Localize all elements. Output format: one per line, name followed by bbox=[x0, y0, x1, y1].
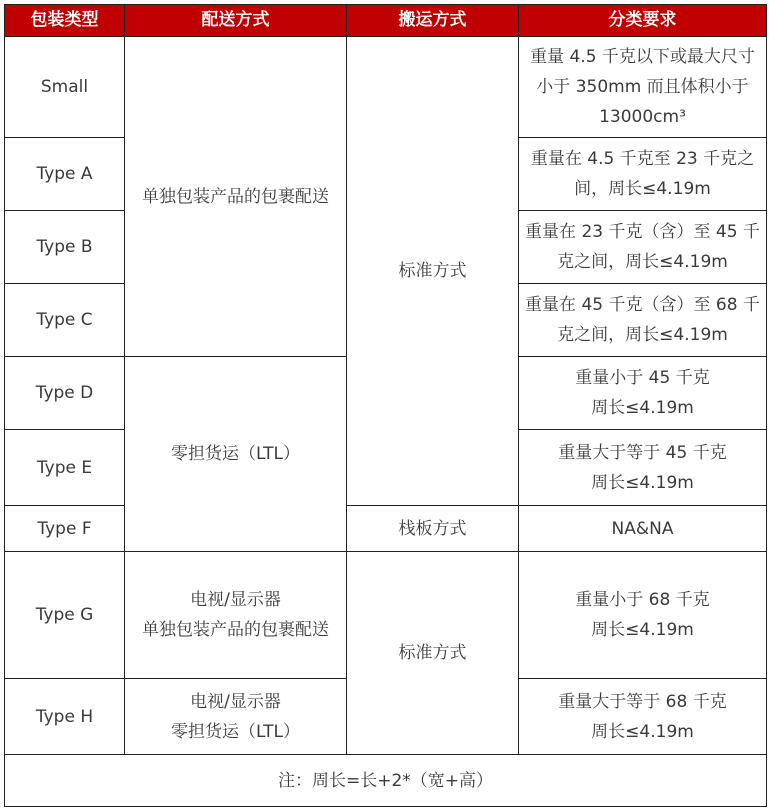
requirement-line: 周长≤4.19m bbox=[591, 472, 694, 493]
requirement-line: 重量小于 68 千克 bbox=[575, 590, 710, 610]
delivery-cell-tv-parcel bbox=[125, 552, 347, 679]
table-row bbox=[5, 506, 767, 552]
requirement-cell bbox=[519, 679, 767, 755]
requirement-cell bbox=[519, 552, 767, 679]
requirement-cell bbox=[519, 357, 767, 430]
handling-cell-pallet: 栈板方式 bbox=[347, 506, 519, 552]
type-cell: Type B bbox=[5, 211, 125, 284]
delivery-line: 电视/显示器 bbox=[190, 691, 281, 712]
type-cell: Type G bbox=[5, 552, 125, 679]
package-type-table bbox=[4, 4, 767, 807]
delivery-line: 电视/显示器 bbox=[190, 590, 281, 610]
header-package-type: 包装类型 bbox=[5, 5, 125, 37]
requirement-cell: 重量在 23 千克（含）至 45 千克之间，周长≤4.19m bbox=[519, 211, 767, 284]
header-classification: 分类要求 bbox=[519, 5, 767, 37]
type-cell: Type E bbox=[5, 430, 125, 506]
handling-cell-standard: 标准方式 bbox=[347, 37, 519, 506]
handling-cell-standard-tv: 标准方式 bbox=[347, 552, 519, 755]
type-cell: Type A bbox=[5, 138, 125, 211]
requirement-cell: 重量在 45 千克（含）至 68 千克之间，周长≤4.19m bbox=[519, 284, 767, 357]
delivery-cell-ltl: 零担货运（LTL） bbox=[125, 357, 347, 552]
delivery-cell-tv-ltl bbox=[125, 679, 347, 755]
requirement-cell: 重量 4.5 千克以下或最大尺寸小于 350mm 而且体积小于 13000cm³ bbox=[519, 37, 767, 138]
requirement-cell: 重量在 4.5 千克至 23 千克之间，周长≤4.19m bbox=[519, 138, 767, 211]
requirement-line: 周长≤4.19m bbox=[591, 398, 694, 418]
type-cell: Small bbox=[5, 37, 125, 138]
table-row bbox=[5, 552, 767, 679]
note-row bbox=[5, 755, 767, 807]
header-delivery-method: 配送方式 bbox=[125, 5, 347, 37]
requirement-line: 重量大于等于 45 千克 bbox=[558, 442, 727, 463]
requirement-cell bbox=[519, 430, 767, 506]
requirement-line: 重量大于等于 68 千克 bbox=[558, 691, 727, 712]
requirement-line: 周长≤4.19m bbox=[591, 620, 694, 640]
requirement-line: 周长≤4.19m bbox=[591, 721, 694, 742]
type-cell: Type H bbox=[5, 679, 125, 755]
requirement-cell: NA&NA bbox=[519, 506, 767, 552]
note-cell: 注：周长=长+2*（宽+高） bbox=[5, 755, 767, 807]
table-header-row bbox=[5, 5, 767, 37]
header-handling-method: 搬运方式 bbox=[347, 5, 519, 37]
table-row bbox=[5, 37, 767, 138]
type-cell: Type F bbox=[5, 506, 125, 552]
delivery-line: 单独包装产品的包裹配送 bbox=[142, 620, 329, 640]
type-cell: Type C bbox=[5, 284, 125, 357]
type-cell: Type D bbox=[5, 357, 125, 430]
requirement-line: 重量小于 45 千克 bbox=[575, 368, 710, 388]
delivery-cell-parcel: 单独包装产品的包裹配送 bbox=[125, 37, 347, 357]
delivery-line: 零担货运（LTL） bbox=[171, 721, 300, 742]
